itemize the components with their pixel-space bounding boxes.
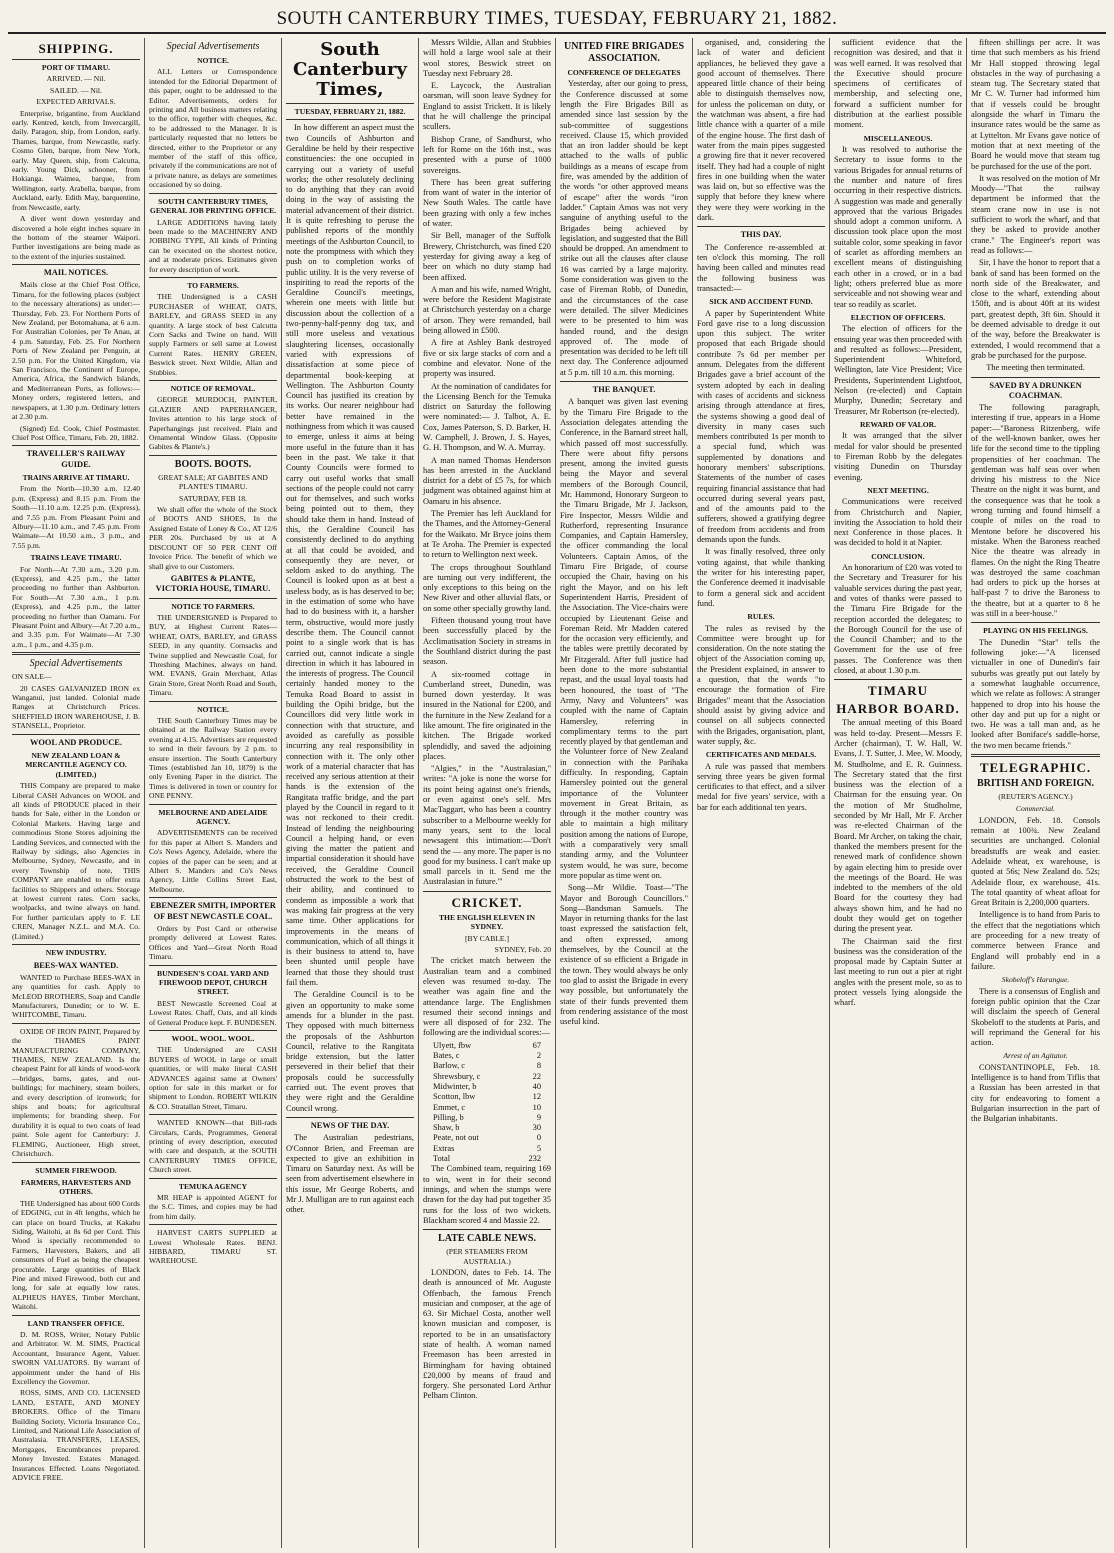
henry-green-ad: THE Undersigned is a CASH PURCHASER of WHEAT, OATS, BARLEY, and GRASS SEED in any quantity. A large stock of best Calcutta Corn Sacks and Twine on hand. Will supply Farmers or sell same at Lowest Current Rates. HENRY GREEN, Beswick street. Next Wildie, Allan and Stubbies. [149, 292, 277, 377]
british-foreign-heading: BRITISH AND FOREIGN. [977, 778, 1094, 789]
wool-sale-item: Messrs Wildie, Allan and Stubbies will hold a large wool sale at their wool stores, Beswick street on Tuesday next February 28. [423, 38, 551, 78]
harvest-ad: HARVEST CARTS SUPPLIED at Lowest Wholesale Rates. BENJ. HIBBARD, TIMARU ST. WAREHOUSE. [149, 1228, 277, 1266]
batsman: Extras [433, 1143, 455, 1153]
cricket-heading: CRICKET. [451, 894, 523, 910]
sick-fund-text: A paper by Superintendent White Ford gave rise to a long discussion upon this subject. The writer proposed that each Brigade should contribute 7s 6d per member per annum. Delegates from the different Brigades gave a brief account of the system adopted by each in dealing with cases of accidents and sickness arising through attendance at fires, the systems showing a good deal of diversity in many cases such members contributed 1s per month to a special fund, which was supplemented by donations and honorary members' subscriptions. Statements of the number of cases requiring financial assistance that had occurred during several years past, and of the amounts paid to the sufferers, showed a gratifying degree of freedom from accidents and from demands upon the funds. [697, 308, 825, 545]
skobeloff-text: There is a consensus of English and foreign public opinion that the Czar will disclaim the speech of General Skobeloff to the students at Paris, and will reprimand the General for his action. [971, 986, 1100, 1048]
certificates-heading: CERTIFICATES AND MEDALS. [705, 750, 817, 760]
postmaster: (Signed) Ed. Cook, Chief Postmaster. Chief Post Office, Timaru, Feb. 20, 1882. [12, 423, 140, 442]
premier-item: The Premier has left Auckland for the Thames, and the Attorney-General for the Waikato. Mr Bryce joins them at Te Aroha. The Premier is expected to return to Wellington next week. [423, 509, 551, 560]
trains-arrive: From the North—10.30 a.m. 12.40 p.m. (Express) and 8.15 p.m. From the South—11.10 a.m. 12.25 p.m. (Express), and 7.55 p.m. From Pleasant Point and Albury—11.10 a.m., and 7.45 p.m. From Waimate—At 10.50 a.m., 3 p.m., and 7.55 p.m. [12, 484, 140, 550]
banquet-text: A banquet was given last evening by the Timaru Fire Brigade to the Association delegates attending the Conference, in the Barnard street hall, which passed off most successfully. There were about fifty persons present, among the invited guests being the Mayor and several members of the Borough Council, Mr. Hammond, Honorary Surgeon to the Timaru Brigade, Mr J. Jackson, Fire Inspector, Messrs Wildie and Rutherford, representing Insurance Companies, and Captain Hamersley, the officer commanding the local Volunteers. Captain Amos, of the Timaru Fire Brigade, of course occupied the Chair, having on his right the Mayor, and on his left Superintendent Harris, President of the Association. The Vice-chairs were occupied by Lieutenant Geise and Foreman Reid. Mr Madden catered for the occasion very efficiently, and the tables were prettily decorated by Mr Fitzgerald. After full justice had been done to the more substantial repast, and the usual loyal toasts had been honoured, the toast of "The Army, Navy and Volunteers" was coupled with the name of Captain Hamersley, referring in complimentary terms to the part recently played by that gentleman and the Volunteer force of New Zealand in connection with the Parihaka difficulty. In responding, Captain Hamersley pointed out the general importance of the Volunteer movement in Great Britain, as through it the mother country was able to maintain a high military position among the nations of Europe, with a comparatively very small standing army, and the Volunteer system would, he was sure, become more popular as time went on. [560, 397, 688, 880]
ross-ad: ROSS, SIMS, AND CO. LICENSED LAND, ESTATE, AND MONEY BROKERS. Office of the Timaru Building Society, Victoria Insurance Co., Limited, and National Life Association of Australasia. TRANSFERS, LEASES, Mortgages, Encumbrances prepared. Money Invested. Estates Managed. Insurances Effected. Loans Negotiated. ADVICE FREE. [12, 1388, 140, 1483]
playing-heading: PLAYING ON HIS FEELINGS. [983, 626, 1088, 636]
farmers-heading: FARMERS, HARVESTERS AND OTHERS. [21, 1177, 131, 1197]
special-ads-heading-2: Special Advertisements [166, 41, 260, 52]
sale-text: We shall offer the whole of the Stock of BOOTS AND SHOES, In the Assigned Estate of Loney & Co., AT 12/6 PER 20s. Purchased by us at A DISCOUNT OF 50 PER CENT Off Invoice Price. The benefit of which we shall give to our Customers. [149, 505, 277, 571]
runs: 2 [536, 1051, 541, 1061]
fund-resolution: It was finally resolved, three only voting against, that while thanking the writer for his interesting paper, the Conference deemed it inadvisable to form a general sick and accident fund. [697, 547, 825, 608]
columns [8, 38, 1106, 1548]
next-meeting-text: Communications were received from Christchurch and Napier, inviting the Association to hold their next Conference in those places. It was decided to hold it at Napier. [834, 497, 962, 548]
column-4 [419, 38, 556, 1548]
boots-heading: BOOTS. BOOTS. [174, 458, 252, 470]
col7-top: sufficient evidence that the recognition was desired, and that it was well earned. It was resolved that the Executive should procure specimens of certificates of membership, and selecting one, forward a sufficient number for distribution at the earliest possible moment. [834, 38, 962, 130]
notice-farmers-heading: NOTICE TO FARMERS. [171, 601, 255, 611]
arrived: ARRIVED. — Nil. [46, 74, 106, 84]
masthead-text: SOUTH CANTERBURY TIMES, TUESDAY, FEBRUARY 21, 1882. [276, 8, 838, 29]
land-heading: LAND TRANSFER OFFICE. [27, 1318, 125, 1328]
notice-text: ALL Letters or Correspondence intended for the Editorial Department of this paper, ought to be addressed to the Editor. Advertisements, orders for printing and All business matters relating to the office, together with cheques, &c. to be addressed to the Manager. It is particularly requested that no letters be directed, either to the Proprietor or any member of the staff of this office, privately if the communications are not of a private nature, as delays are sometimes occasioned by so doing. [149, 67, 277, 190]
total-row [423, 1154, 551, 1164]
ebenezer-ad: Orders by Post Card or otherwise promptly delivered at Lowest Rates. Offices and Yard—Great North Road Timaru. [149, 923, 277, 962]
runs: 5 [536, 1143, 541, 1153]
batsman: Pilling, b [433, 1112, 464, 1122]
summer-heading: SUMMER FIREWOOD. [35, 1165, 117, 1175]
batsman: Scotton, lbw [433, 1092, 476, 1102]
melbourne-heading: MELBOURNE AND ADELAIDE AGENCY. [158, 807, 268, 827]
trains-arrive-heading: TRAINS ARRIVE AT TIMARU. [22, 472, 130, 482]
col8-top: fifteen shillings per acre. It was time that such members as his friend Mr Hall stopped throwing legal obstacles in the way of purchasing a steam tug. The Secretary stated that Mr C. W. Turner had informed him that if vessels could be brought alongside the wharf in Timaru the insurance rates would be the same as at Lyttelton. Mr Evans gave notice of motion that at next meeting of the Board he would move that steam tug be purchased for the use of the port. [971, 38, 1100, 171]
batsman: Bates, c [433, 1051, 460, 1061]
beeswax-heading: BEES-WAX WANTED. [33, 960, 119, 970]
sailed: SAILED. — Nil. [50, 85, 102, 95]
arrest-heading: Arrest of an Agitator. [1003, 1051, 1068, 1061]
editorial-lead: In how different an aspect must the two Councils of Ashburton and Geraldine be held by their respective constituencies: the one occupied in carrying out a variety of useful works; the other resolutely declining to do anything that they can avoid doing in the way of assisting the material advancement of their district. It is quite refreshing to peruse the published reports of the monthly meetings of the Ashburton Council, to note the promptness with which they push on to completion works of public utility. It is the very reverse of inspiriting to read the reports of the Geraldine Council's meetings, wherein one meets with little but discussion about the collection of a two-penny-half-penny dog tax, and still more useless and vexatious slaughtering licenses, occasionally varied with expressions of dissatisfaction at some piece of departmental book-keeping at Wellington. The Ashburton County Council has justified its creation by its works. Our nearer neighbour had better have remained in the nothingness from which it was caused to emerge, unless it aims at being more useful in the future than it has been in the past. We take it that County Councils were formed to carry out useful works that small sections of the people could not carry out for themselves, and such works being pointed out to them, they should take them in hand. Instead of this, the Geraldine Council has consistently declined to do anything at all that could be avoided, and consequently they are never, or seldom asked to do anything. The Council is looked upon as at best a useless body, as is has deserved to be; in the estimation of some who have had to do business with it, a harsher term, obstructive, would more justly describe them. The Council cannot point to a single work that is has carried out, cannot indicate a single direction in which it has laboured in the interests of progress. The Council certainly handed money to the Temuka Road Board to assist in building the Opihi bridge, but the Councillors did very little work in connection with that structure, and avoided as carefully as possible incurring any real responsibility in connection with it. The only other work of a material character that has received any serious attention at their hands is the extension of the Rangitata traffic bridge, and the part played by the Council in regard to it was not reckoned to their credit. Instead of lending the neighbouring Council a helping hand, or even giving the matter the patient and impartial consideration it should have received, the Geraldine Council obstructed the work to the best of their ability, and continued to condemn as impossible a work that was making fair progress at the very same time. Other applications for improvements in the means of communication, which of all things it is their business to attend to, have been shunted until people have learned that those they should trust fail them. [286, 123, 414, 988]
saved-text: The following paragraph, interesting if true, appears in a Home paper:—"Baroness Ritzenberg, wife of the well-known banker, owes her life for the second time to the tippling propensities of her coachman. The gentleman was half seas over when driving his mistress to the Nice Theatre on the night it was burnt, and the consequence was that he took a wrong turning and found himself a couple of miles on the road to Mentone before he discovered his mistake. When the Baroness reached Nice the theatre was already in flames. On the night the Ring Theatre was destroyed the same coachman had orders to pick up the horses at half-past 7 to drive the Baroness to the theatre, but at a quarter to 8 he was still in a beer-house." [971, 403, 1100, 619]
officers-text: The election of officers for the ensuing year was then proceeded with and resulted as follows:—President, Superintendent Whiteford, Wellington, late Vice President; Vice Presidents, Superintendent Lightfoot, Nelson (re-elected) and Captain Murphy, Dunedin; Secretary and Treasurer, Mr Robertson (re-elected). [834, 324, 962, 416]
officers-heading: ELECTION OF OFFICERS. [850, 312, 946, 322]
this-day-text: The Conference re-assembled at ten o'clock this morning. The roll having been called and minutes read the following business was transacted:— [697, 242, 825, 293]
editorial-date: TUESDAY, FEBRUARY 21, 1882. [294, 107, 406, 116]
cottage-fire-item: A six-roomed cottage in Cumberland street, Dunedin, was burned down yesterday. It was insured in the National for £200, and the furniture in the New Zealand for a like amount. The fire originated in the kitchen. The Brigade worked splendidly, and saved the adjoining places. [423, 669, 551, 761]
batsman: Ulyett, fbw [433, 1040, 472, 1050]
expected-label: EXPECTED ARRIVALS. [36, 97, 116, 107]
total-value: 232 [528, 1154, 541, 1164]
nomination-item: At the nomination of candidates for the Licensing Bench for the Temuka district on Saturday the following were nominated:— J. Talbot, A. E. Cox, James Paterson, S. D. Barker, H. W. Campbell, J. Brown, J. S. Hayes, G. H. Thompson, and W. A. Murray. [423, 381, 551, 453]
certificates-text: A rule was passed that members serving three years be given formal certificates to that effect, and a silver medal for five years' service, with a bar for each additional ten years. [697, 761, 825, 812]
rules-heading: RULES. [747, 612, 775, 622]
notice2-text: THE South Canterbury Times may be obtained at the Railway Station every evening at 4.15. Advertisers are requested to send in their favours by 2 p.m. to ensure insertion. The South Canterbury Times (established Jan 10, 1879) is the only Evening Paper in the district. The Times is delivered in town or country for ONE PENNY. [149, 715, 277, 801]
fire-item: A fire at Ashley Bank destroyed five or six large stacks of corn and a combine and elevator. None of the property was insured. [423, 338, 551, 379]
evans-ad: THE UNDERSIGNED is Prepared to BUY, at Highest Current Rates—WHEAT, OATS, BARLEY, and GRASS SEED, in any quantity. Cornsacks and Twine supplied and Newcastle Coal, for Threshing Machines, always on hand. WM. EVANS, Grain Merchant, Atlas Grain Store, Great North Road and South, Timaru. [149, 612, 277, 698]
printing-ad: LARGE ADDITIONS having lately been made to the MACHINERY AND JOBBING TYPE, All kinds of Printing can be executed on the shortest notice, and at moderate prices. Estimates given for every description of work. [149, 217, 277, 274]
toasts-text: Song—Mr Wildie. Toast—"The Mayor and Borough Councillors." Song—Bandsman Samuels. The Mayor in returning thanks for the last toast expressed the satisfaction felt, and often expressed, among themselves, by the Council at the existence of so efficient a Brigade in the town. They would always be only too glad to assist the Brigade in every way possible, but unfortunately the state of their funds prevented them from rendering assistance of the most useful kind. [560, 883, 688, 1027]
mail-notices: Mails close at the Chief Post Office, Timaru, for the following places (subject to the necessary alterations) as under:— Thursday, Feb. 23. For Northern Ports of New Zealand, per Botomahana, at 6 a.m. For Australian Colonies, per Te Anau, at 4 p.m. Saturday, Feb. 25. For Northern Ports of New Zealand per Penguin, at 2.50 p.m. For the United Kingdom, via San Francisco, the Continent of Europe, America, Africa, the Sandwich Islands, and Mediterranean Ports, as follows:— Money orders, registered letters, and newspapers, at 1.30 p.m. Ordinary letters at 2.30 p.m. [12, 280, 140, 422]
runs: 9 [536, 1112, 541, 1122]
arrest-text: CONSTANTINOPLE, Feb. 18. Intelligence is to hand from Tiflis that a Russian has been arrested in that city for endeavoring to foment a Bulgarian insurrection in the part of the Bulgarian inhabitants. [971, 1062, 1100, 1124]
batsman: Barlow, c [433, 1061, 466, 1071]
wanted-known-ad: WANTED KNOWN—that Bill-rads Circulars, Cards, Programmes, General printing of every description, executed with care and despatch, at the SOUTH CANTERBURY TIMES OFFICE, Church street. [149, 1118, 277, 1175]
algies-item: "Algies," in the "Australasian," writes: "A joke is none the worse for its point being against one's friends, or even against one's self. Mrs MacTaggart, who has been a country subscriber to a Melbourne weekly for many years, sent to the local newsagent this intimation:—'Don't send the — any more. The paper is no good for my business. I can't make up small parcels in it. Send me the Australasian in future.'" [423, 764, 551, 887]
runs: 10 [532, 1102, 541, 1112]
batsman: Midwinter, b [433, 1081, 477, 1091]
score-row [423, 1103, 551, 1113]
news-of-day-heading: NEWS OF THE DAY. [310, 1120, 390, 1130]
column-6 [693, 38, 830, 1548]
skobeloff-heading: Skobeloff's Harangue. [1001, 975, 1070, 985]
batsman: Peate, not out [433, 1133, 479, 1143]
industry-heading: NEW INDUSTRY. [45, 948, 107, 958]
col6-top: organised, and, considering the lack of water and deficient appliances, he believed they gave a good account of themselves. There appeared little chance of their being able to distinguish themselves now, for unless the policeman on duty, or the watchman was absent, a fire had little chance with a quarter of a mile of the engine house. The first dash of water from the main pipes suggested a growing fire that it never recovered itself. They had had a couple of night fires in one building when the water was laid on, but so effective was the supply that before they knew where they were they were working in the dark. [697, 38, 825, 223]
score-row [423, 1133, 551, 1143]
harbor-heading-1: TIMARU [867, 683, 929, 699]
batsman: Emmet, c [433, 1102, 466, 1112]
trout-item: Fifteen thousand young trout have been successfully placed by the Acclimatisation Society in streams in the Southland district during the past season. [423, 616, 551, 667]
reward-heading: REWARD OF VALOR. [859, 419, 937, 429]
score-row [423, 1144, 551, 1154]
conclusion-heading: CONCLUSION. [871, 551, 925, 561]
conference-heading: CONFERENCE OF DELEGATES [567, 68, 681, 77]
sydney-dateline: SYDNEY, Feb. 20 [494, 944, 551, 954]
runs: 67 [532, 1040, 541, 1050]
column-7 [830, 38, 967, 1548]
score-row [423, 1072, 551, 1082]
column-1 [8, 38, 145, 1548]
temuka-heading: TEMUKA AGENCY [178, 1181, 248, 1191]
score-row [423, 1113, 551, 1123]
editorial-lead-2: The Geraldine Council is to be given an opportunity to make some amends for a blunder in the past. They opposed with much bitterness the proposals of the Ashburton Council, relative to the Rangitata bridge extension, but the latter persevered in their belief that their proposals could be successfully carried out. The event proves that they were right and the Geraldine Council wrong. [286, 990, 414, 1113]
commercial-text: LONDON, Feb. 18. Consols remain at 100¾. New Zealand securities are unchanged. Colonial breadstuffs are weak and easier. Adelaide wheat, ex warehouse, is quoted at 56s; New Zealand do. 52s; Adelaide flour, ex warehouse, 41s. The total quantity of wheat afloat for Great Britain is 2,200,000 quarters. [971, 815, 1100, 908]
batsman: Shaw, b [433, 1123, 460, 1133]
arson-item: A man and his wife, named Wright, were before the Resident Magistrate at Christchurch yesterday on a charge of arson. They were remanded, bail being allowed in £500. [423, 284, 551, 336]
batsman: Shrewsbury, c [433, 1071, 481, 1081]
conclusion-text: An honorarium of £20 was voted to the Secretary and Treasurer for his valuable services during the past year, and votes of thanks were passed to the Timaru Fire Brigade for the reception accorded the delegates; to the Borough Council for the use of the Council Chamber; and to the Government for the use of free passes. The Conference was then closed, at about 1.30 p.m. [834, 563, 962, 676]
on-sale: ON SALE— [12, 672, 52, 682]
shipping-heading: SHIPPING. [38, 41, 114, 56]
saved-heading: SAVED BY A DRUNKEN COACHMAN. [989, 380, 1082, 400]
nzloan-heading: NEW ZEALAND LOAN & MERCANTILE AGENCY CO. (LIMITED.) [25, 750, 127, 779]
runs: 0 [536, 1133, 541, 1143]
meeting-terminated: The meeting then terminated. [986, 363, 1085, 373]
diver-paragraph: A diver went down yesterday and discovered a hole eight inches square in the bottom of the steamer Waipori. Further investigations are being made as to the extent of the injuries sustained. [12, 214, 140, 261]
conference-text: Yesterday, after our going to press, the Conference discussed at some length the Fire Brigades Bill as amended since last session by the sub-committee of suggestions received. Clause 15, which provided that an iron ladder should be kept attached to the walls of public buildings as a means of escape from fire, was amended by the addition of the words "or other approved means of escape" after the words "iron ladder." Captain Amos was not very sanguine of anything useful to the Brigades being achieved by legislation, and suggested that the Bill should be dropped. An amendment to strike out all the clauses after clause 16 was carried by a large majority. Some consideration was given to the case of Fireman Robb, of Dunedin, and the circumstances of the case were detailed. The silver Medicines were to be presented to him was handed round, and the design approved of. The mode of presentation was decided to be left till next day. The Conference adjourned at 5 p.m. till 10 a.m. this morning. [560, 79, 688, 377]
ufba-heading: UNITED FIRE BRIGADES ASSOCIATION. [563, 41, 685, 64]
rules-text: The rules as revised by the Committee were brought up for consideration. On the note stating the object of the Association coming up, the President explained, in answer to a question, that the words "to encourage the formation of Fire Brigades" meant that the Association should assist by giving advice and counsel on all subjects connected with the Brigades, organisation, plant, water supply, &c. [697, 623, 825, 746]
bell-item: Sir Bell, manager of the Suffolk Brewery, Christchurch, was fined £20 yesterday for giving away a keg of beer on which no duty stamp had been affixed. [423, 231, 551, 282]
late-cable-text: LONDON, dates to Feb. 14. The death is announced of Mr. Auguste Offenbach, the famous French musician and composer, at the age of 63. Sir Michael Costa, another well known musician and composer, is reported to be in an unsatisfactory state of health. A woman named Freemason has been arrested in Birmingham for having obtained £20,000 by means of fraud and forgery. She personated Lord Arthur Pelham Clinton. [423, 1267, 551, 1401]
harbor-heading-2: HARBOR BOARD. [836, 701, 960, 717]
misc-heading: MISCELLANEOUS. [863, 133, 933, 143]
score-row [423, 1051, 551, 1061]
playing-text: The Dunedin "Star" tells the following joke:—"A licensed victualler in one of Dunedin's fair suburbs was greatly put out lately by a somewhat laughable occurrence, which we relate as follows: A stranger happened to drop into his house the other day and put up for a night or two. He was a tall man and, as he looked after Boniface's saddle-horse, the two men became friends." [971, 637, 1100, 750]
column-2 [145, 38, 282, 1548]
removal-heading: NOTICE OF REMOVAL. [170, 384, 256, 393]
runs: 22 [532, 1071, 541, 1081]
oxide-ad: OXIDE OF IRON PAINT, Prepared by the THAMES PAINT MANUFACTURING COMPANY, THAMES, NEW ZEALAND. Is the cheapest Paint for all kinds of wood-work—bridges, barns, gates, and out-buildings; for machinery, steam boilers, and every description of ironwork; for ships and boats; for agricultural implements; for branding sheep. For durability it is equal to two coats of lead paint. Sole agent for Canterbury: J. FLEMING, Auctioneer, High street, Christchurch. [12, 1026, 140, 1159]
mail-heading: MAIL NOTICES. [43, 268, 109, 278]
next-meeting-heading: NEXT MEETING. [867, 485, 929, 495]
printing-heading: SOUTH CANTERBURY TIMES, GENERAL JOB PRINTING OFFICE. [149, 196, 277, 216]
runs: 30 [532, 1123, 541, 1133]
iron-ad: 20 CASES GALVANIZED IRON ex Wanganui, just landed. Colonial made Ranges at Christchurch Prices. SHEFFIELD IRON WAREHOUSE, J. B. STANSELL, Proprietor. [12, 683, 140, 731]
telegraphic-heading: TELEGRAPHIC. [979, 760, 1092, 775]
bundesen-heading: BUNDESEN'S COAL YARD AND FIREWOOD DEPOT, CHURCH STREET. [157, 968, 269, 997]
cricket-after: The Combined team, requiring 169 to win, went in for their second innings, and when the stumps were drawn for the day had put together 35 runs for the loss of two wickets. Blackham scored 4 and Massie 22. [423, 1164, 551, 1225]
cricket-scores [423, 1041, 551, 1154]
land-ad: D. M. ROSS, Writer, Notary Public and Arbitrator. W. M. SIMS, Practical Accountant, Insurance Agent, Valuer. SWORN VALUATORS. By warrant of appointment under the hand of His Excellency the Governor. [12, 1330, 140, 1387]
laycock-item: E. Laycock, the Australian oarsman, will soon leave Sydney for England to assist Trickett. It is likely that he will challenge the principal scullers. [423, 81, 551, 132]
runs: 8 [536, 1061, 541, 1071]
column-3 [282, 38, 419, 1548]
firewood-ad: THE Undersigned has about 600 Cords of EDGING, cut in 4ft lengths, which he can place on board Trucks, at Kakahu Siding, Waitohi, at 8s 6d per Cord. This Wood is specially recommended to Farmers, Harvesters, Bakers, and all consumers of Fuel as being the cheapest procurable. Large quantities of Black Pine and mixed Firewood, both cut and long, for sale at equally low rates. ALPHEUS HAYES, Timber Merchant, Waitohi. [12, 1198, 140, 1312]
gabites-heading: GABITES & PLANTE, VICTORIA HOUSE, TIMARU. [155, 573, 271, 594]
banquet-heading: THE BANQUET. [592, 385, 656, 395]
drought-item: There has been great suffering from want of water in the interior of New South Wales. The cattle have been grazing with only a few inches of water. [423, 177, 551, 229]
masthead [8, 6, 1106, 34]
temuka-ad: MR HEAP is appointed AGENT for the S.C. Times, and copies may be had from him daily. [149, 1193, 277, 1221]
cricket-text: The cricket match between the Australian team and a combined eleven was resumed to-day. The weather was again fine and the attendance large. The Englishmen resumed their second innings and were all disposed of for 232. The following are the individual scores:— [423, 956, 551, 1038]
melbourne-ad: ADVERTISEMENTS can be received for this paper at Albert S. Manders and Co's News Agency, Adelaide, where the copies of the paper can be seen; and at Albert S. Manders and Co's News Agency, Little Collins Street East, Melbourne. [149, 828, 277, 894]
nzloan-ad: THIS Company are prepared to make Liberal CASH Advances on WOOL and all kinds of PRODUCE placed in their hands for Sale, either in the London or Colonial Markets. Having large and commodious Stone Stores adjoining the Landing Services, and connected with the Railway by sidings, also Agencies in Melbourne, Sydney, Newcastle, and in every Township of note, THIS COMPANY are enabled to offer extra facilities to Shippers and others. Storage at lowest current rates. Corn sacks, woolpacks, and twine always on hand. For further particulars apply to F. LE CREN, Manager N.Z.L. and M.A. Co. (Limited.) [12, 781, 140, 941]
runs: 40 [532, 1081, 541, 1091]
runs: 12 [532, 1092, 541, 1102]
woolwool-heading: WOOL. WOOL. WOOL. [171, 1033, 255, 1043]
engineer-report: Sir, I have the honor to report that a bank of sand has been formed on the north side of the Breakwater, and close to the wharf, extending about 150ft, and is about 40ft at its widest part, greatest depth, 3ft 6in. Should it be deemed advisable to dredge it out of the way, before the Breakwater is extended, I would recommend that a grab be purchased for the purpose. [971, 258, 1100, 360]
harbor-text-2: The Chairman said the first business was the consideration of the proposal made by Captain Sutter at last meeting to run out a pier at right angles with the present mole, so as to protect vessels lying alongside the wharf. [834, 936, 962, 1008]
henderson-item: A man named Thomas Henderson has been arrested in the Auckland district for a debt of £5 7s, for which judgment was obtained against him at Oamaru in his absence. [423, 455, 551, 506]
trains-leave: For North—At 7.30 a.m., 3.20 p.m. (Express), and 4.25 p.m., the latter proceeding no further than Ashburton. For South—At 7.30 a.m., 1 p.m. (Express), and 4.25 p.m., the latter proceeding no further than Oamaru. For Pleasant Point and Albury—At 7.20 a.m., and 3.35 p.m. For Waimate—At 7.30 a.m., 1 p.m., and 4.35 p.m. [12, 564, 140, 649]
editorial-title: South Canterbury Times, [293, 39, 407, 100]
murdoch-ad: GEORGE MURDOCH, PAINTER, GLAZIER AND PAPERHANGER, Invites attention to his large stock of Paperhangings just received. Plain and Ornamental Window Glass. (Opposite Gabites & Plante's.) [149, 395, 277, 452]
beeswax-ad: WANTED to Purchase BEES-WAX in any quantities for cash. Apply to McLEOD BROTHERS, Soap and Candle Manufacturers, Dunedin; or to W. E. WHITCOMBE, Timaru. [12, 972, 140, 1020]
wilkin-ad: THE Undersigned are CASH BUYERS of WOOL in large or small quantities, or will make literal CASH ADVANCES against same at Owners' option for sale in this market or for shipment to London. ROBERT WILKIN & CO. Stratallan Street, Timaru. [149, 1045, 277, 1111]
crane-motion: It was resolved on the motion of Mr Moody—"That the railway department be informed that the steam crane now in use is not sufficient to work the wharf, and that they be asked to provide another crane." The Engineer's report was read as follows:— [971, 173, 1100, 255]
ebenezer-heading: EBENEZER SMITH, IMPORTER OF BEST NEWCASTLE COAL. [150, 901, 276, 921]
commercial-heading: Commercial. [1015, 804, 1056, 814]
score-row [423, 1082, 551, 1092]
sick-fund-heading: SICK AND ACCIDENT FUND. [709, 297, 813, 307]
expected-arrivals: Enterprise, brigantine, from Auckland early. Kentred, ketch, from Invercargill, daily. Paragon, ship, from London, early. Thames, barque, from Newcastle, early. Cosmo Glen, barque, from New York, early. May Queen, ship, from Calcutta, early. Young Dick, schooner, from Hokianga. Waimea, barque, from Wellington, early. Arabella, barque, from Auckland, early. Edith May, barquentine, from Newcastle, early. [12, 108, 140, 212]
port-heading: PORT OF TIMARU. [41, 63, 111, 72]
score-row [423, 1041, 551, 1051]
bundesen-ad: BEST Newcastle Screened Coal at Lowest Rates. Chaff, Oats, and all kinds of General Produce kept. F. BUNDESEN. [149, 998, 277, 1027]
notice-heading: NOTICE. [197, 56, 229, 65]
late-cable-heading: LATE CABLE NEWS. [438, 1233, 536, 1245]
total-label: Total [433, 1154, 451, 1164]
notice2-heading: NOTICE. [197, 704, 229, 714]
english-eleven-heading: THE ENGLISH ELEVEN IN SYDNEY. [438, 912, 535, 932]
reward-text: It was arranged that the silver medal for valor should be presented to Fireman Robb by the delegates visiting Dunedin on Thursday evening. [834, 431, 962, 482]
wool-produce-heading: WOOL AND PRODUCE. [30, 737, 122, 747]
score-row [423, 1123, 551, 1133]
special-ads-heading: Special Advertisements [29, 658, 123, 670]
treaty-text: Intelligence is to hand from Paris to the effect that the negotiations which are proceeding for a new treaty of commerce between France and England will probably end in a failure. [971, 910, 1100, 971]
crops-item: The crops throughout Southland are turning out very indifferent, the only exceptions to this being on the New River and other alluvial flats, or on some other specially growthy land. [423, 562, 551, 613]
news-of-day: The Australian pedestrians, O'Connor Brien, and Freeman are expected to give an exhibition in Timaru on Saturday next. As will be seen from advertisement elsewhere in this issue, Mr George Roberts, and Mr J. Mulligan are to run against each other. [286, 1133, 414, 1215]
column-8 [967, 38, 1104, 1548]
great-sale: GREAT SALE; AT GABITES AND PLANTE'S TIMARU. [158, 472, 268, 492]
to-farmers-heading: TO FARMERS. [187, 280, 239, 290]
misc-text: It was resolved to authorise the Secretary to issue forms to the various Brigades for annual returns of the number and nature of fires occurring in their respective districts. A suggestion was made and generally approved that the various Brigades should adopt a common uniform. A discussion took place upon the most suitable color, some speaking in favor of scarlet as affording members an excellent means of distinguishing each other in a crowd, or in a bad light; others preferred blue as more serviceable and not showing wear and tear so readily as scarlet. [834, 145, 962, 309]
sale-date: SATURDAY, FEB 18. [179, 493, 247, 503]
this-day-heading: THIS DAY. [740, 230, 782, 240]
trains-leave-heading: TRAINS LEAVE TIMARU. [30, 553, 122, 563]
by-cable: [BY CABLE.] [464, 933, 509, 943]
column-5 [556, 38, 693, 1548]
reuters-agency: (REUTER'S AGENCY.) [998, 792, 1073, 801]
late-cable-sub: (PER STEAMERS FROM AUSTRALIA.) [446, 1247, 528, 1266]
rail-heading: TRAVELLER'S RAILWAY GUIDE. [26, 449, 126, 469]
bishop-item: Bishop Crane, of Sandhurst, who left for Rome on the 16th inst., was presented with a purse of 1000 sovereigns. [423, 134, 551, 175]
harbor-text: The annual meeting of this Board was held to-day. Present—Messrs F. Archer (chairman), T. W. Hall, W. Evans, J. T. Sutter, J. Mee, W. Moody, M. Studholme, and E. R. Guinness. The Secretary stated that the first business was the election of a Chairman for the ensuing year. On the motion of Mr Studholme, seconded by Mr Hall, Mr F. Archer was re-elected Chairman of the Board. Mr Archer, on taking the chair, thanked the members present for the renewed mark of confidence shown by again electing him to preside over the meetings of the Board. He was indebted to the members of the old Board for the courtesy they had always shown him, and he had no doubt they would get on together during the present year. [834, 718, 962, 934]
score-row [423, 1061, 551, 1071]
score-row [423, 1092, 551, 1102]
